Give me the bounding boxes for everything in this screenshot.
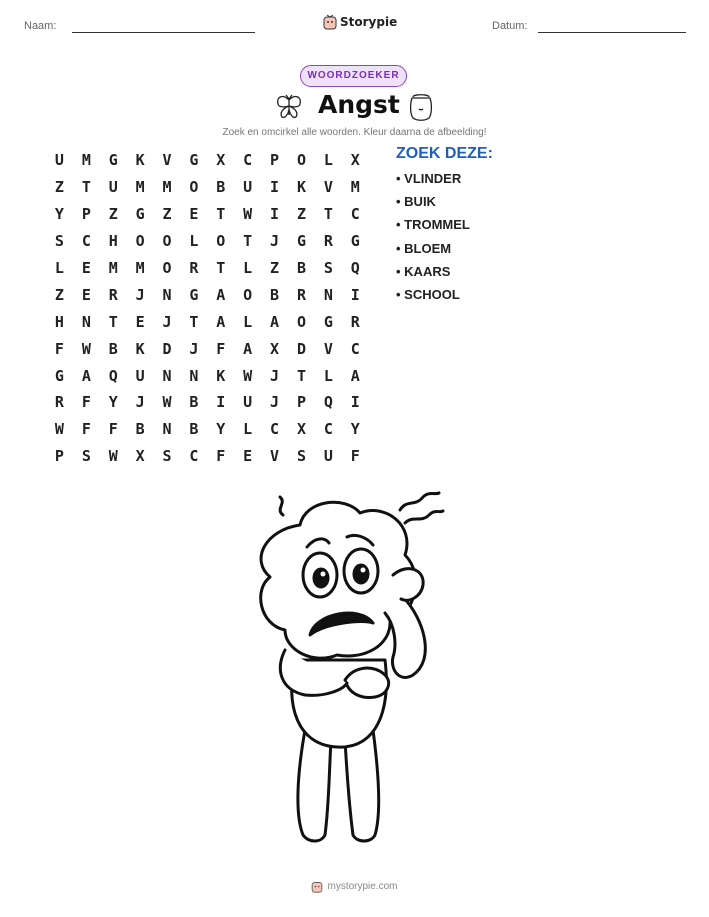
grid-letter[interactable]: I bbox=[350, 285, 360, 304]
grid-letter[interactable]: U bbox=[243, 178, 253, 197]
grid-letter[interactable]: Z bbox=[296, 205, 306, 224]
grid-row bbox=[46, 308, 369, 335]
grid-letter[interactable]: G bbox=[54, 366, 64, 385]
grid-letter[interactable]: G bbox=[108, 151, 118, 170]
grid-letter[interactable]: C bbox=[350, 205, 360, 224]
grid-letter[interactable]: P bbox=[81, 205, 91, 224]
grid-row bbox=[46, 201, 369, 228]
grid-letter[interactable]: U bbox=[135, 366, 145, 385]
footer-url: mystorypie.com bbox=[327, 881, 398, 892]
grid-letter[interactable]: P bbox=[270, 151, 280, 170]
grid-letter[interactable]: U bbox=[323, 447, 333, 466]
grid-letter[interactable]: O bbox=[296, 312, 306, 331]
date-line bbox=[538, 32, 686, 33]
grid-letter[interactable]: C bbox=[323, 420, 333, 439]
grid-letter[interactable]: X bbox=[135, 447, 145, 466]
grid-letter[interactable]: T bbox=[189, 312, 199, 331]
grid-letter[interactable]: A bbox=[350, 366, 360, 385]
grid-letter[interactable]: B bbox=[108, 339, 118, 358]
grid-letter[interactable]: M bbox=[350, 178, 360, 197]
grid-letter[interactable]: P bbox=[296, 393, 306, 412]
grid-letter[interactable]: G bbox=[296, 232, 306, 251]
grid-letter[interactable]: Y bbox=[54, 205, 64, 224]
grid-letter[interactable]: B bbox=[189, 420, 199, 439]
grid-letter[interactable]: N bbox=[162, 366, 172, 385]
grid-letter[interactable]: L bbox=[54, 259, 64, 277]
grid-row bbox=[46, 174, 369, 201]
grid-letter[interactable]: F bbox=[216, 447, 226, 466]
grid-letter[interactable]: J bbox=[270, 366, 280, 385]
instructions: Zoek en omcirkel alle woorden. Kleur daarna de afbeelding! bbox=[222, 127, 487, 138]
grid-letter[interactable]: H bbox=[54, 312, 64, 331]
grid-letter[interactable]: X bbox=[216, 151, 226, 170]
grid-letter[interactable]: W bbox=[81, 339, 91, 358]
word-search-grid bbox=[46, 147, 369, 470]
grid-letter[interactable]: O bbox=[189, 178, 199, 197]
grid-letter[interactable]: E bbox=[81, 285, 91, 304]
grid-letter[interactable]: C bbox=[270, 420, 280, 439]
grid-letter[interactable]: U bbox=[243, 393, 253, 412]
grid-letter[interactable]: N bbox=[162, 285, 172, 304]
grid-letter[interactable]: I bbox=[270, 205, 280, 224]
grid-letter[interactable]: F bbox=[81, 393, 91, 412]
grid-letter[interactable]: O bbox=[243, 285, 253, 304]
grid-letter[interactable]: X bbox=[270, 339, 280, 358]
grid-letter[interactable]: J bbox=[270, 232, 280, 251]
word-list-item: • BUIK bbox=[396, 194, 436, 210]
grid-letter[interactable]: G bbox=[189, 285, 199, 304]
grid-letter[interactable]: P bbox=[54, 447, 64, 466]
grid-letter[interactable]: O bbox=[216, 232, 226, 251]
grid-letter[interactable]: R bbox=[296, 285, 306, 304]
grid-letter[interactable]: O bbox=[135, 232, 145, 251]
grid-letter[interactable]: C bbox=[350, 339, 360, 358]
grid-letter[interactable]: C bbox=[81, 232, 91, 251]
grid-letter[interactable]: X bbox=[296, 420, 306, 439]
name-line bbox=[72, 32, 255, 33]
grid-letter[interactable]: E bbox=[81, 259, 91, 277]
grid-letter[interactable]: L bbox=[243, 420, 253, 439]
grid-letter[interactable]: U bbox=[108, 178, 118, 197]
jar-icon bbox=[408, 92, 434, 122]
grid-letter[interactable]: S bbox=[81, 447, 91, 466]
worksheet-type-badge: WOORDZOEKER bbox=[300, 65, 407, 87]
grid-letter[interactable]: G bbox=[135, 205, 145, 224]
grid-letter[interactable]: W bbox=[108, 447, 118, 466]
grid-letter[interactable]: C bbox=[189, 447, 199, 466]
grid-letter[interactable]: L bbox=[243, 259, 253, 277]
grid-letter[interactable]: B bbox=[216, 178, 226, 197]
grid-letter[interactable]: Z bbox=[162, 205, 172, 224]
grid-letter[interactable]: F bbox=[350, 447, 360, 466]
grid-letter[interactable]: J bbox=[189, 339, 199, 358]
grid-letter[interactable]: O bbox=[162, 232, 172, 251]
grid-letter[interactable]: M bbox=[162, 178, 172, 197]
grid-letter[interactable]: J bbox=[135, 393, 145, 412]
grid-letter[interactable]: Q bbox=[350, 259, 360, 277]
grid-letter[interactable]: T bbox=[216, 259, 226, 277]
grid-letter[interactable]: S bbox=[162, 447, 172, 466]
brand-logo bbox=[323, 14, 397, 30]
grid-letter[interactable]: G bbox=[323, 312, 333, 331]
word-list bbox=[396, 171, 470, 310]
grid-letter[interactable]: R bbox=[189, 259, 199, 277]
grid-letter[interactable]: F bbox=[81, 420, 91, 439]
grid-letter[interactable]: G bbox=[350, 232, 360, 251]
grid-letter[interactable]: Z bbox=[270, 259, 280, 277]
grid-letter[interactable]: R bbox=[108, 285, 118, 304]
grid-letter[interactable]: G bbox=[189, 151, 199, 170]
grid-letter[interactable]: K bbox=[135, 339, 145, 358]
grid-letter[interactable]: M bbox=[81, 151, 91, 170]
grid-letter[interactable]: W bbox=[54, 420, 64, 439]
grid-letter[interactable]: J bbox=[135, 285, 145, 304]
grid-letter[interactable]: C bbox=[243, 151, 253, 170]
word-list-item: • BLOEM bbox=[396, 240, 452, 256]
grid-letter[interactable]: T bbox=[296, 366, 306, 385]
grid-row bbox=[46, 228, 369, 255]
grid-letter[interactable]: A bbox=[270, 312, 280, 331]
grid-letter[interactable]: I bbox=[270, 178, 280, 197]
grid-letter[interactable]: T bbox=[323, 205, 333, 224]
storypie-logo-icon bbox=[311, 880, 323, 893]
grid-letter[interactable]: B bbox=[296, 259, 306, 277]
grid-letter[interactable]: O bbox=[296, 151, 306, 170]
grid-letter[interactable]: W bbox=[162, 393, 172, 412]
grid-letter[interactable]: N bbox=[189, 366, 199, 385]
grid-letter[interactable]: N bbox=[81, 312, 91, 331]
grid-letter[interactable]: B bbox=[189, 393, 199, 412]
grid-letter[interactable]: F bbox=[54, 339, 64, 358]
grid-letter[interactable]: W bbox=[243, 205, 253, 224]
grid-letter[interactable]: T bbox=[243, 232, 253, 251]
grid-letter[interactable]: D bbox=[162, 339, 172, 358]
grid-letter[interactable]: L bbox=[323, 366, 333, 385]
grid-letter[interactable]: Y bbox=[108, 393, 118, 412]
grid-row bbox=[46, 281, 369, 308]
grid-row bbox=[46, 362, 369, 389]
grid-row bbox=[46, 416, 369, 443]
grid-letter[interactable]: T bbox=[216, 205, 226, 224]
grid-letter[interactable]: S bbox=[323, 259, 333, 277]
grid-letter[interactable]: U bbox=[54, 151, 64, 170]
grid-letter[interactable]: Q bbox=[323, 393, 333, 412]
grid-letter[interactable]: K bbox=[216, 366, 226, 385]
grid-letter[interactable]: Q bbox=[108, 366, 118, 385]
grid-letter[interactable]: Z bbox=[54, 285, 64, 304]
grid-letter[interactable]: N bbox=[162, 420, 172, 439]
grid-letter[interactable]: T bbox=[108, 312, 118, 331]
grid-letter[interactable]: E bbox=[135, 312, 145, 331]
butterfly-icon bbox=[274, 92, 304, 122]
grid-letter[interactable]: A bbox=[243, 339, 253, 358]
grid-letter[interactable]: A bbox=[216, 285, 226, 304]
grid-letter[interactable]: V bbox=[162, 151, 172, 170]
date-label: Datum: bbox=[492, 20, 528, 32]
grid-letter[interactable]: T bbox=[81, 178, 91, 197]
grid-letter[interactable]: Y bbox=[350, 420, 360, 439]
grid-letter[interactable]: E bbox=[243, 447, 253, 466]
grid-letter[interactable]: I bbox=[216, 393, 226, 412]
grid-letter[interactable]: S bbox=[296, 447, 306, 466]
grid-letter[interactable]: O bbox=[162, 259, 172, 277]
grid-letter[interactable]: M bbox=[135, 259, 145, 277]
grid-letter[interactable]: L bbox=[189, 232, 199, 251]
word-list-title: ZOEK DEZE: bbox=[396, 145, 493, 162]
grid-letter[interactable]: I bbox=[350, 393, 360, 412]
brand-name: Storypie bbox=[340, 15, 398, 29]
grid-letter[interactable]: B bbox=[270, 285, 280, 304]
grid-letter[interactable]: J bbox=[270, 393, 280, 412]
grid-letter[interactable]: A bbox=[216, 312, 226, 331]
grid-row bbox=[46, 255, 369, 282]
grid-letter[interactable]: M bbox=[135, 178, 145, 197]
grid-letter[interactable]: W bbox=[243, 366, 253, 385]
storypie-logo-icon bbox=[323, 14, 337, 30]
footer bbox=[0, 880, 709, 893]
grid-letter[interactable]: F bbox=[108, 420, 118, 439]
grid-letter[interactable]: L bbox=[323, 151, 333, 170]
word-list-item: • VLINDER bbox=[396, 171, 462, 186]
grid-letter[interactable]: Z bbox=[108, 205, 118, 224]
page-title: Angst bbox=[318, 90, 400, 119]
grid-row bbox=[46, 335, 369, 362]
grid-letter[interactable]: L bbox=[243, 312, 253, 331]
grid-letter[interactable]: K bbox=[296, 178, 306, 197]
grid-letter[interactable]: J bbox=[162, 312, 172, 331]
scared-character-illustration bbox=[225, 485, 485, 855]
grid-letter[interactable]: X bbox=[350, 151, 360, 170]
grid-row bbox=[46, 147, 369, 174]
grid-letter[interactable]: B bbox=[135, 420, 145, 439]
grid-letter[interactable]: F bbox=[216, 339, 226, 358]
grid-letter[interactable]: Y bbox=[216, 420, 226, 439]
grid-letter[interactable]: S bbox=[54, 232, 64, 251]
word-list-item: • SCHOOL bbox=[396, 286, 460, 302]
grid-letter[interactable]: Z bbox=[54, 178, 64, 197]
grid-letter[interactable]: D bbox=[296, 339, 306, 358]
grid-letter[interactable]: K bbox=[135, 151, 145, 170]
word-list-item: • TROMMEL bbox=[396, 217, 470, 233]
word-list-item: • KAARS bbox=[396, 263, 451, 279]
grid-letter[interactable]: A bbox=[81, 366, 91, 385]
grid-letter[interactable]: M bbox=[108, 259, 118, 277]
grid-letter[interactable]: N bbox=[323, 285, 333, 304]
title-row bbox=[270, 90, 440, 124]
grid-letter[interactable]: H bbox=[108, 232, 118, 251]
grid-letter[interactable]: V bbox=[323, 178, 333, 197]
grid-letter[interactable]: R bbox=[54, 393, 64, 412]
name-label: Naam: bbox=[24, 20, 57, 32]
grid-row bbox=[46, 389, 369, 416]
grid-row bbox=[46, 443, 369, 470]
grid-letter[interactable]: V bbox=[323, 339, 333, 358]
grid-letter[interactable]: R bbox=[350, 312, 360, 331]
grid-letter[interactable]: R bbox=[323, 232, 333, 251]
grid-letter[interactable]: V bbox=[270, 447, 280, 466]
grid-letter[interactable]: E bbox=[189, 205, 199, 224]
